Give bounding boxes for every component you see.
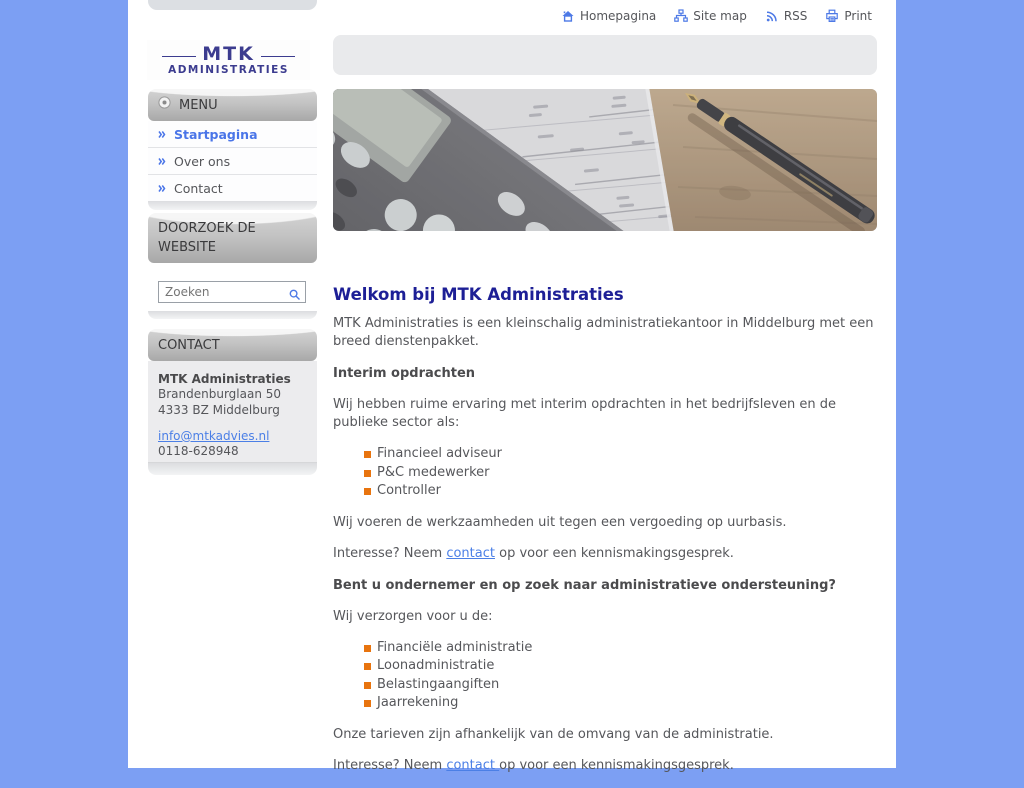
intro-paragraph: MTK Administraties is een kleinschalig administratiekantoor in Middelburg met een breed dienstenpakket.	[333, 316, 874, 349]
sitemap-label: Site map	[693, 9, 747, 23]
page-wrapper	[128, 0, 896, 773]
contact-link[interactable]: contact	[446, 757, 500, 773]
menu-list	[148, 121, 317, 202]
sidebar-item-over-ons[interactable]	[148, 148, 317, 175]
logo-rule-left	[162, 56, 196, 57]
interim-cta	[333, 545, 877, 563]
welcome-heading: Welkom bij MTK Administraties	[333, 285, 624, 304]
logo-title: MTK	[202, 42, 255, 65]
chevron-right-icon	[158, 184, 166, 193]
list-item: P&C medewerker	[364, 464, 877, 483]
search-icon[interactable]	[289, 286, 301, 305]
cta-text: op voor een kennismakingsgesprek.	[499, 757, 734, 773]
homepagina-link[interactable]	[561, 9, 656, 23]
sitemap-link[interactable]	[674, 9, 747, 23]
menu-item-label: Over ons	[174, 153, 231, 169]
rss-link[interactable]	[765, 9, 808, 23]
menu-item-label: Startpagina	[174, 126, 258, 142]
interim-lead: Wij hebben ruime ervaring met interim opdrachten in het bedrijfsleven en de publieke sector als:	[333, 397, 836, 430]
search-box	[158, 281, 306, 303]
print-link[interactable]	[825, 9, 872, 23]
list-item: Jaarrekening	[364, 694, 877, 713]
list-item: Belastingaangiften	[364, 676, 877, 695]
banner-photo	[333, 89, 877, 231]
rss-icon	[765, 9, 779, 23]
search-section-title: DOORZOEK DE WEBSITE	[158, 221, 256, 255]
cta-text: Interesse? Neem	[333, 757, 447, 773]
home-icon	[561, 9, 575, 23]
contact-email-link[interactable]: info@mtkadvies.nl	[158, 428, 270, 443]
search-footer-strip	[148, 311, 317, 319]
list-item: Financieel adviseur	[364, 445, 877, 464]
bullet-circle-icon	[158, 96, 171, 115]
rss-label: RSS	[783, 9, 808, 23]
top-pill	[148, 0, 317, 10]
search-input[interactable]	[158, 281, 306, 303]
content-header-bar	[333, 35, 877, 75]
menu-header	[148, 89, 317, 121]
interim-heading: Interim opdrachten	[333, 366, 476, 381]
ondernemer-list	[333, 639, 877, 713]
contact-footer-strip	[148, 462, 317, 475]
contact-link[interactable]: contact	[446, 545, 495, 561]
chevron-right-icon	[158, 130, 166, 139]
calculator-pen-photo	[333, 89, 877, 231]
search-section-header	[148, 213, 317, 263]
menu-item-label: Contact	[174, 180, 223, 196]
contact-info	[148, 361, 317, 462]
menu-title: MENU	[179, 97, 218, 113]
logo-rule-right	[261, 56, 295, 57]
sidebar-item-startpagina[interactable]	[148, 121, 317, 148]
ondernemer-cta	[333, 757, 877, 775]
interim-list	[333, 445, 877, 501]
ondernemer-lead: Wij verzorgen voor u de:	[333, 608, 493, 624]
main-content	[333, 279, 877, 788]
contact-street: Brandenburglaan 50	[158, 387, 282, 402]
ondernemer-heading: Bent u ondernemer en op zoek naar administratieve ondersteuning?	[333, 577, 836, 593]
contact-section-header	[148, 329, 317, 361]
logo-subtitle: ADMINISTRATIES	[168, 63, 289, 76]
menu-footer-strip	[148, 201, 317, 210]
list-item: Financiële administratie	[364, 639, 877, 658]
site-logo[interactable]	[147, 40, 310, 80]
chevron-right-icon	[158, 157, 166, 166]
sitemap-icon	[674, 9, 688, 23]
print-label: Print	[844, 9, 872, 23]
contact-company: MTK Administraties	[158, 372, 291, 386]
sidebar-item-contact[interactable]	[148, 175, 317, 202]
cta-text: op voor een kennismakingsgesprek.	[494, 545, 734, 561]
print-icon	[825, 9, 839, 23]
list-item: Loonadministratie	[364, 657, 877, 676]
contact-phone: 0118-628948	[158, 444, 239, 459]
interim-note: Wij voeren de werkzaamheden uit tegen een vergoeding op uurbasis.	[333, 514, 787, 530]
homepagina-label: Homepagina	[579, 9, 657, 23]
ondernemer-note: Onze tarieven zijn afhankelijk van de omvang van de administratie.	[333, 726, 774, 742]
list-item: Controller	[364, 482, 877, 501]
contact-city: 4333 BZ Middelburg	[158, 402, 280, 417]
utility-nav	[561, 9, 872, 23]
cta-text: Interesse? Neem	[333, 545, 447, 561]
contact-section-title: CONTACT	[158, 337, 220, 353]
